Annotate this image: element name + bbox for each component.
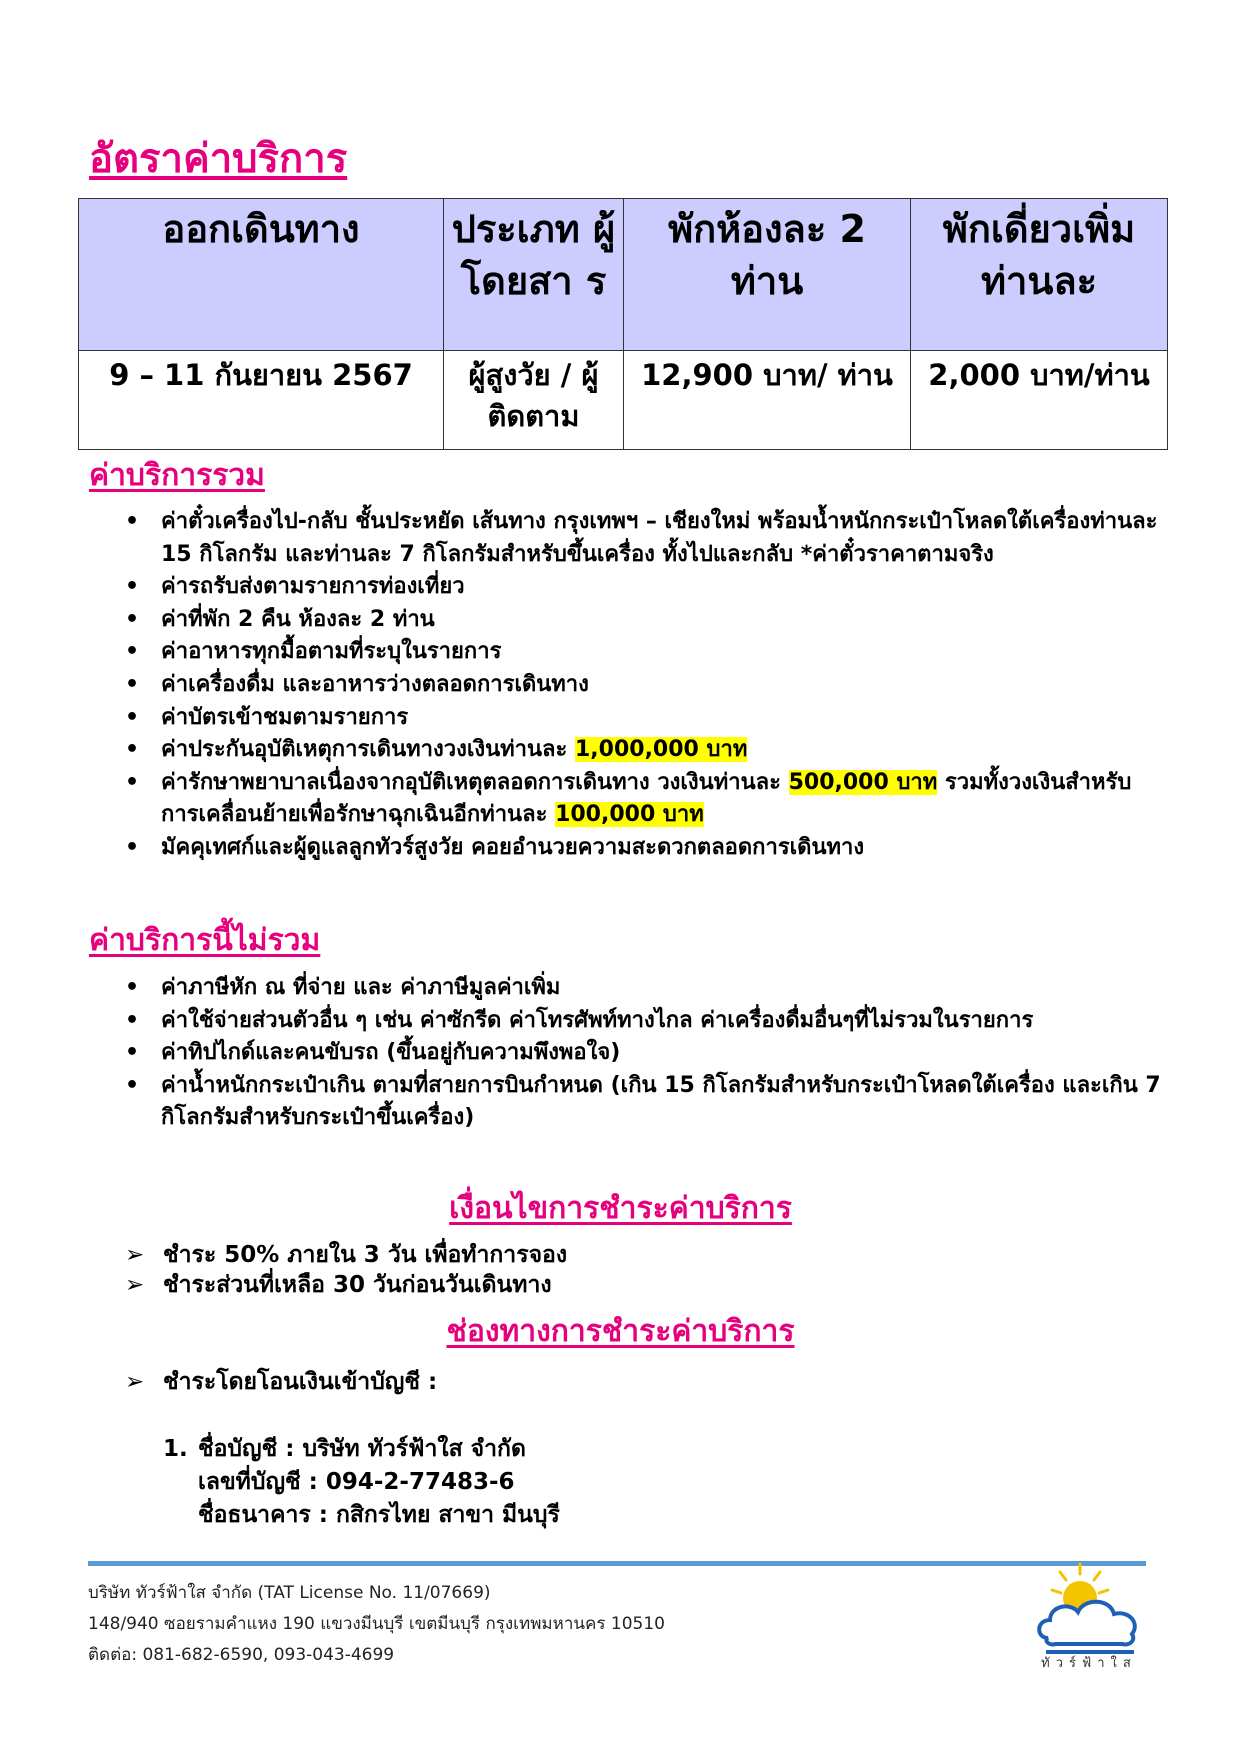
payment-channels-list <box>125 1367 437 1397</box>
logo-text: ทัวร์ฟ้าใส <box>1041 1656 1137 1671</box>
account-number: เลขที่บัญชี : 094-2-77483-6 <box>198 1469 515 1495</box>
header-single-supplement: พักเดี่ยวเพิ่ม ท่านละ <box>911 199 1168 351</box>
bullet-icon: • <box>125 704 140 730</box>
bullet-icon: • <box>125 834 140 860</box>
header-twin-price: พักห้องละ 2 ท่าน <box>624 199 911 351</box>
list-item: • ค่าตั๋วเครื่องไป-กลับ ชั้นประหยัด เส้นทาง กรุงเทพฯ – เชียงใหม่ พร้อมน้ำหนักกระเป๋าโหลดใต้เครื่องท่านละ 15 กิโลกรัม และท่านละ 7 กิโลกรัมสำหรับขึ้นเครื่อง ทั้งไปและกลับ *ค่าตั๋วราคาตามจริง <box>125 506 1165 571</box>
bullet-icon: • <box>125 606 140 632</box>
header-departure: ออกเดินทาง <box>79 199 444 351</box>
payment-terms-heading: เงื่อนไขการชำระค่าบริการ <box>449 1191 792 1226</box>
included-list <box>125 506 1165 865</box>
bullet-icon: • <box>125 574 140 600</box>
list-item: • ค่าภาษีหัก ณ ที่จ่าย และ ค่าภาษีมูลค่าเพิ่ม <box>125 972 1165 1005</box>
cell-departure: 9 – 11 กันยายน 2567 <box>79 351 444 450</box>
highlighted-amount: 1,000,000 บาท <box>574 737 748 763</box>
list-item: • ค่าบัตรเข้าชมตามรายการ <box>125 702 1165 735</box>
list-item: • ค่าน้ำหนักกระเป๋าเกิน ตามที่สายการบินกำหนด (เกิน 15 กิโลกรัมสำหรับกระเป๋าโหลดใต้เครื่อง และเกิน 7 กิโลกรัมสำหรับกระเป๋าขึ้นเครื่อง) <box>125 1070 1165 1135</box>
bullet-icon: • <box>125 671 140 697</box>
list-item: ➢ ชำระส่วนที่เหลือ 30 วันก่อนวันเดินทาง <box>125 1272 552 1298</box>
included-heading: ค่าบริการรวม <box>89 458 265 493</box>
highlighted-amount: 500,000 บาท <box>788 769 938 795</box>
list-item: • ค่าอาหารทุกมื้อตามที่ระบุในรายการ <box>125 636 1165 669</box>
list-item: • มัคคุเทศก์และผู้ดูแลลูกทัวร์สูงวัย คอยอำนวยความสะดวกตลอดการเดินทาง <box>125 832 1165 865</box>
payment-terms-list <box>125 1240 567 1300</box>
bullet-icon: • <box>125 975 140 1000</box>
cell-passenger-type: ผู้สูงวัย / ผู้ติดตาม <box>444 351 624 450</box>
payment-channels-heading: ช่องทางการชำระค่าบริการ <box>446 1314 795 1349</box>
bank-name: ชื่อธนาคาร : กสิกรไทย สาขา มีนบุรี <box>198 1502 560 1528</box>
arrow-icon: ➢ <box>125 1242 145 1268</box>
header-passenger-type: ประเภท ผู้โดยสา ร <box>444 199 624 351</box>
list-item: • ค่าทิปไกด์และคนขับรถ (ขึ้นอยู่กับความพึงพอใจ) <box>125 1037 1165 1070</box>
account-name: ชื่อบัญชี : บริษัท ทัวร์ฟ้าใส จำกัด <box>198 1436 526 1462</box>
list-item: ➢ ชำระ 50% ภายใน 3 วัน เพื่อทำการจอง <box>125 1242 568 1268</box>
footer <box>88 1578 665 1671</box>
excluded-heading: ค่าบริการนี้ไม่รวม <box>89 923 321 958</box>
list-item: • ค่าใช้จ่ายส่วนตัวอื่น ๆ เช่น ค่าซักรีด ค่าโทรศัพท์ทางไกล ค่าเครื่องดื่มอื่นๆที่ไม่รวมในรายการ <box>125 1005 1165 1038</box>
rate-table <box>78 198 1168 450</box>
footer-address: 148/940 ซอยรามคำแหง 190 แขวงมีนบุรี เขตมีนบุรี กรุงเทพมหานคร 10510 <box>88 1614 665 1634</box>
list-item: • ค่ารักษาพยาบาลเนื่องจากอุบัติเหตุตลอดการเดินทาง วงเงินท่านละ 500,000 บาท รวมทั้งวงเงินสำหรับการเคลื่อนย้ายเพื่อรักษาฉุกเฉินอีกท่านละ 100,000 บาท <box>125 767 1165 832</box>
bullet-icon: • <box>125 1007 140 1033</box>
footer-company: บริษัท ทัวร์ฟ้าใส จำกัด (TAT License No. 11/07669) <box>88 1583 491 1603</box>
arrow-icon: ➢ <box>125 1369 145 1395</box>
bullet-icon: • <box>125 639 140 665</box>
bullet-icon: • <box>125 1072 140 1098</box>
table-row <box>79 351 1168 450</box>
footer-contact: ติดต่อ: 081-682-6590, 093-043-4699 <box>88 1645 395 1665</box>
account-number-label: 1. <box>163 1436 188 1462</box>
list-item: ➢ ชำระโดยโอนเงินเข้าบัญชี : <box>125 1369 438 1395</box>
bullet-icon: • <box>125 1040 140 1066</box>
footer-divider <box>88 1561 1146 1566</box>
bank-account-info <box>163 1433 560 1532</box>
page-title: อัตราค่าบริการ <box>89 136 348 182</box>
bullet-icon: • <box>125 769 140 795</box>
highlighted-amount: 100,000 บาท <box>555 802 704 828</box>
bullet-icon: • <box>125 509 140 534</box>
bullet-icon: • <box>125 737 140 763</box>
rate-table-header-row <box>79 199 1168 351</box>
cell-twin-price: 12,900 บาท/ ท่าน <box>624 351 911 450</box>
arrow-icon: ➢ <box>125 1272 145 1298</box>
cell-single-supplement: 2,000 บาท/ท่าน <box>911 351 1168 450</box>
excluded-list <box>125 972 1165 1135</box>
list-item: • ค่าที่พัก 2 คืน ห้องละ 2 ท่าน <box>125 604 1165 637</box>
list-item: • ค่าเครื่องดื่ม และอาหารว่างตลอดการเดินทาง <box>125 669 1165 702</box>
list-item: • ค่าประกันอุบัติเหตุการเดินทางวงเงินท่านละ 1,000,000 บาท <box>125 734 1165 767</box>
list-item: • ค่ารถรับส่งตามรายการท่องเที่ยว <box>125 571 1165 604</box>
